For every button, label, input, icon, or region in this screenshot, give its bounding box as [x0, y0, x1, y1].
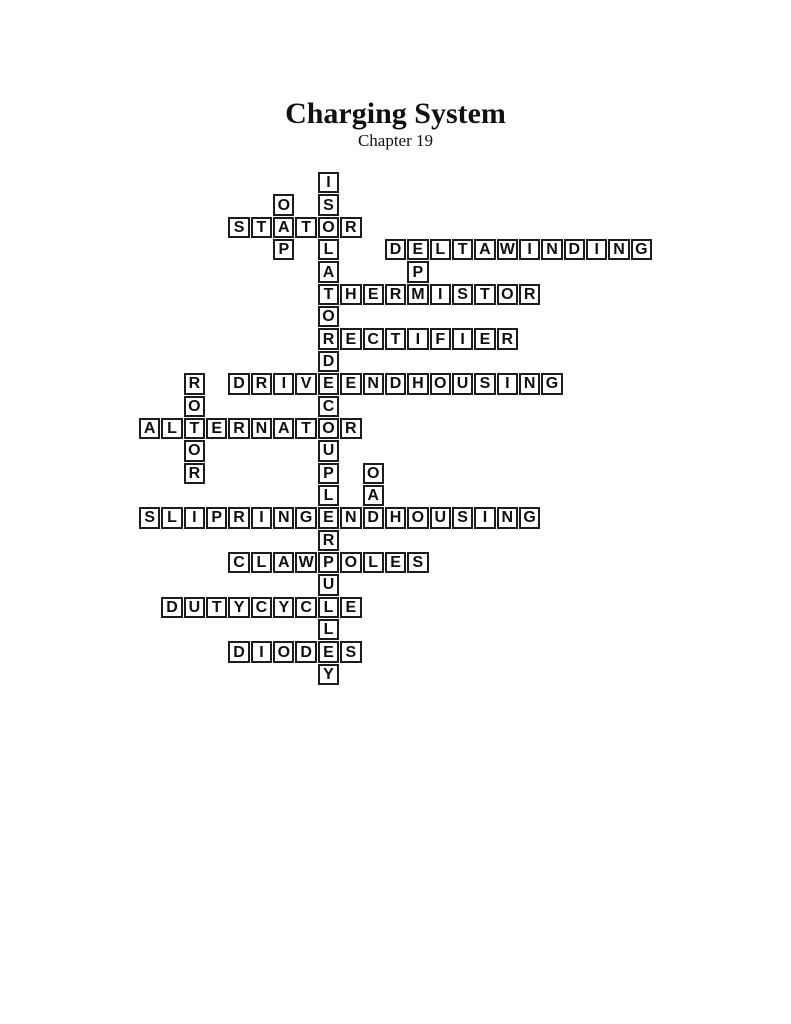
puzzle-cell: P	[318, 463, 339, 484]
puzzle-cell: L	[363, 552, 384, 573]
puzzle-cell: E	[340, 373, 361, 394]
puzzle-cell: T	[474, 284, 495, 305]
puzzle-cell: L	[318, 619, 339, 640]
puzzle-cell: A	[273, 217, 294, 238]
puzzle-cell: N	[340, 507, 361, 528]
puzzle-cell: T	[452, 239, 473, 260]
puzzle-cell: E	[340, 597, 361, 618]
puzzle-cell: I	[273, 373, 294, 394]
puzzle-cell: O	[318, 217, 339, 238]
puzzle-cell: R	[340, 217, 361, 238]
puzzle-cell: N	[363, 373, 384, 394]
puzzle-cell: S	[407, 552, 428, 573]
puzzle-cell: D	[385, 373, 406, 394]
puzzle-cell: S	[452, 284, 473, 305]
puzzle-cell: A	[363, 485, 384, 506]
puzzle-cell: O	[497, 284, 518, 305]
puzzle-cell: G	[631, 239, 652, 260]
puzzle-cell: D	[161, 597, 182, 618]
puzzle-cell: O	[407, 507, 428, 528]
puzzle-cell: D	[228, 373, 249, 394]
puzzle-cell: F	[430, 328, 451, 349]
puzzle-cell: U	[452, 373, 473, 394]
puzzle-cell: I	[474, 507, 495, 528]
puzzle-cell: I	[497, 373, 518, 394]
puzzle-cell: L	[318, 597, 339, 618]
puzzle-cell: R	[519, 284, 540, 305]
puzzle-cell: L	[318, 485, 339, 506]
puzzle-cell: R	[184, 463, 205, 484]
puzzle-cell: I	[519, 239, 540, 260]
puzzle-cell: R	[228, 507, 249, 528]
puzzle-cell: W	[497, 239, 518, 260]
puzzle-cell: G	[541, 373, 562, 394]
puzzle-cell: T	[206, 597, 227, 618]
puzzle-cell: E	[340, 328, 361, 349]
puzzle-cell: C	[318, 396, 339, 417]
puzzle-cell: E	[407, 239, 428, 260]
puzzle-cell: C	[251, 597, 272, 618]
puzzle-cell: Y	[318, 664, 339, 685]
puzzle-cell: P	[206, 507, 227, 528]
puzzle-cell: I	[586, 239, 607, 260]
puzzle-cell: I	[184, 507, 205, 528]
puzzle-cell: O	[318, 306, 339, 327]
puzzle-cell: O	[273, 641, 294, 662]
puzzle-cell: N	[497, 507, 518, 528]
puzzle-cell: Y	[228, 597, 249, 618]
page-subtitle: Chapter 19	[357, 131, 434, 150]
puzzle-cell: E	[318, 507, 339, 528]
puzzle-cell: W	[295, 552, 316, 573]
puzzle-cell: O	[363, 463, 384, 484]
puzzle-cell: A	[273, 552, 294, 573]
puzzle-cell: D	[228, 641, 249, 662]
puzzle-cell: U	[318, 574, 339, 595]
puzzle-cell: E	[206, 418, 227, 439]
puzzle-cell: S	[474, 373, 495, 394]
puzzle-cell: I	[251, 641, 272, 662]
puzzle-cell: G	[295, 507, 316, 528]
puzzle-cell: E	[385, 552, 406, 573]
puzzle-cell: E	[363, 284, 384, 305]
puzzle-cell: D	[318, 351, 339, 372]
puzzle-cell: R	[318, 530, 339, 551]
puzzle-cell: H	[385, 507, 406, 528]
puzzle-cell: D	[363, 507, 384, 528]
puzzle-cell: T	[184, 418, 205, 439]
puzzle-cell: C	[228, 552, 249, 573]
puzzle-cell: D	[385, 239, 406, 260]
puzzle-cell: Y	[273, 597, 294, 618]
puzzle-cell: I	[452, 328, 473, 349]
puzzle-cell: R	[228, 418, 249, 439]
puzzle-cell: I	[318, 172, 339, 193]
puzzle-cell: H	[407, 373, 428, 394]
puzzle-cell: L	[161, 507, 182, 528]
puzzle-cell: R	[497, 328, 518, 349]
puzzle-cell: P	[407, 261, 428, 282]
puzzle-cell: O	[318, 418, 339, 439]
puzzle-cell: S	[340, 641, 361, 662]
puzzle-cell: N	[541, 239, 562, 260]
puzzle-cell: T	[318, 284, 339, 305]
puzzle-cell: R	[340, 418, 361, 439]
puzzle-cell: N	[251, 418, 272, 439]
puzzle-cell: E	[474, 328, 495, 349]
puzzle-cell: N	[519, 373, 540, 394]
puzzle-cell: L	[161, 418, 182, 439]
puzzle-cell: U	[318, 440, 339, 461]
puzzle-cell: R	[318, 328, 339, 349]
puzzle-cell: R	[385, 284, 406, 305]
puzzle-cell: H	[340, 284, 361, 305]
puzzle-cell: E	[318, 641, 339, 662]
puzzle-cell: P	[318, 552, 339, 573]
puzzle-cell: T	[385, 328, 406, 349]
puzzle-cell: T	[251, 217, 272, 238]
puzzle-cell: T	[295, 217, 316, 238]
puzzle-cell: A	[139, 418, 160, 439]
puzzle-cell: I	[251, 507, 272, 528]
puzzle-cell: O	[430, 373, 451, 394]
puzzle-cell: S	[228, 217, 249, 238]
puzzle-cell: R	[251, 373, 272, 394]
puzzle-cell: S	[318, 194, 339, 215]
puzzle-cell: A	[273, 418, 294, 439]
puzzle-cell: S	[139, 507, 160, 528]
page-title: Charging System	[285, 97, 506, 130]
puzzle-cell: R	[184, 373, 205, 394]
puzzle-cell: C	[363, 328, 384, 349]
puzzle-cell: V	[295, 373, 316, 394]
puzzle-cell: N	[608, 239, 629, 260]
puzzle-cell: S	[452, 507, 473, 528]
puzzle-cell: P	[273, 239, 294, 260]
puzzle-cell: A	[474, 239, 495, 260]
puzzle-cell: E	[318, 373, 339, 394]
puzzle-cell: T	[295, 418, 316, 439]
puzzle-cell: C	[295, 597, 316, 618]
puzzle-cell: O	[184, 440, 205, 461]
puzzle-cell: I	[407, 328, 428, 349]
puzzle-cell: A	[318, 261, 339, 282]
puzzle-cell: D	[295, 641, 316, 662]
puzzle-cell: I	[430, 284, 451, 305]
puzzle-cell: U	[430, 507, 451, 528]
puzzle-cell: G	[519, 507, 540, 528]
puzzle-cell: M	[407, 284, 428, 305]
puzzle-cell: O	[273, 194, 294, 215]
puzzle-cell: U	[184, 597, 205, 618]
puzzle-cell: O	[340, 552, 361, 573]
puzzle-cell: N	[273, 507, 294, 528]
puzzle-cell: L	[430, 239, 451, 260]
puzzle-cell: L	[318, 239, 339, 260]
puzzle-cell: D	[564, 239, 585, 260]
puzzle-cell: O	[184, 396, 205, 417]
puzzle-cell: L	[251, 552, 272, 573]
